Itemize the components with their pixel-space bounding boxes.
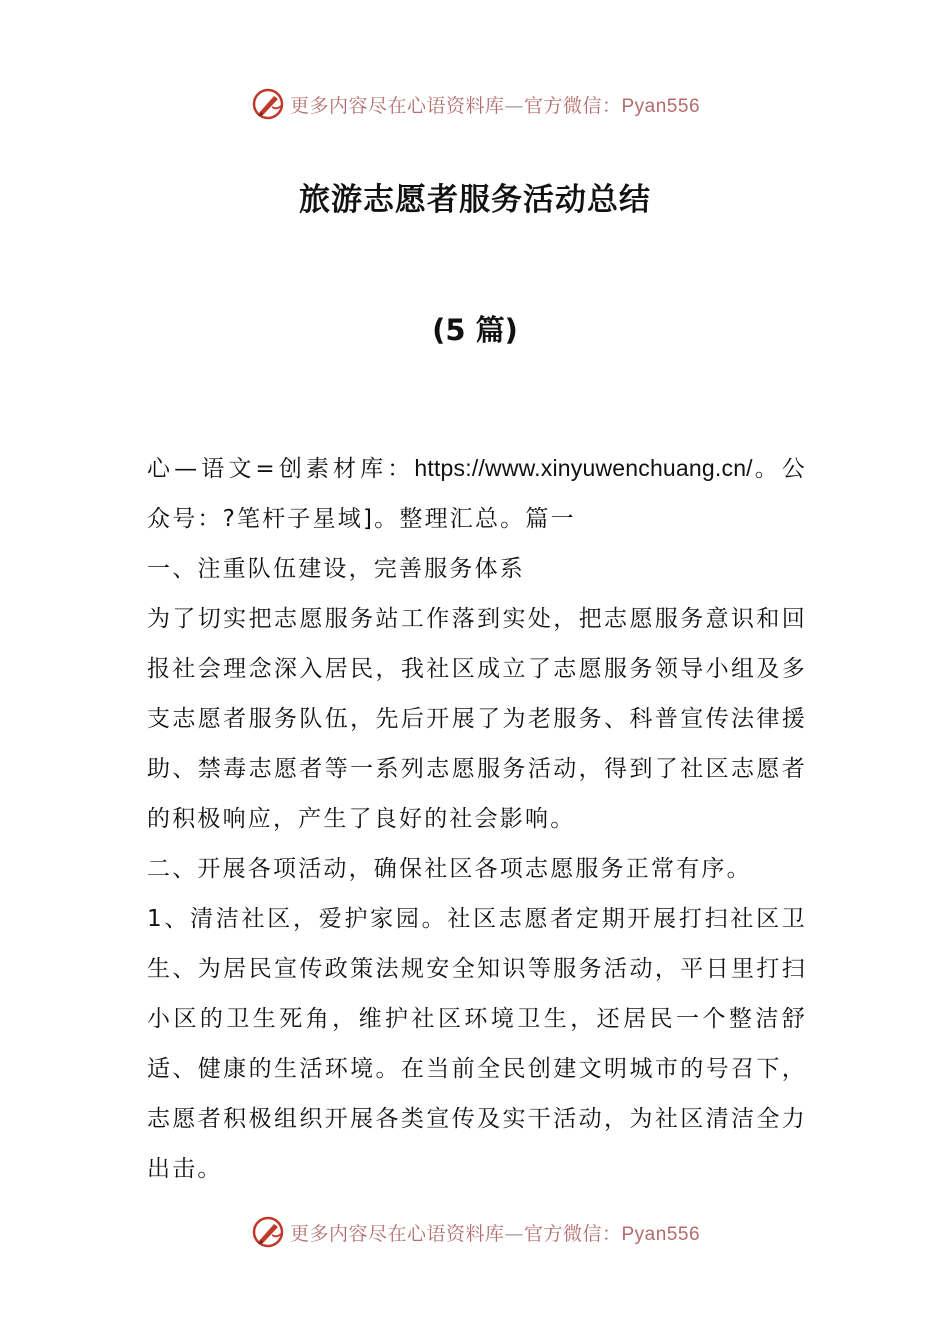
document-body	[147, 443, 807, 1194]
intro-paragraph: 心—语文=创素材库：https://www.xinyuwenchuang.cn/。公众号：?笔杆子星域]。整理汇总。篇一	[147, 455, 807, 532]
section-heading-2: 二、开展各项活动，确保社区各项志愿服务正常有序。	[147, 856, 752, 882]
document-subtitle: (5 篇)	[432, 313, 518, 347]
source-link[interactable]: https://www.xinyuwenchuang.cn/	[414, 455, 753, 481]
pen-logo-icon	[250, 1214, 286, 1250]
watermark-text: 更多内容尽在心语资料库—官方微信：Pyan556	[289, 1222, 701, 1245]
body-paragraph-2: 1、清洁社区，爱护家园。社区志愿者定期开展打扫社区卫生、为居民宣传政策法规安全知识等服务活动，平日里打扫小区的卫生死角，维护社区环境卫生，还居民一个整洁舒适、健康的生活环境。在当前全民创建文明城市的号召下，志愿者积极组织开展各类宣传及实干活动，为社区清洁全力出击。	[147, 906, 807, 1182]
pen-logo-icon	[250, 86, 286, 122]
header-watermark	[0, 84, 950, 124]
section-heading-1: 一、注重队伍建设，完善服务体系	[147, 556, 525, 582]
watermark-text: 更多内容尽在心语资料库—官方微信：Pyan556	[289, 94, 701, 117]
body-paragraph-1: 为了切实把志愿服务站工作落到实处，把志愿服务意识和回报社会理念深入居民，我社区成立了志愿服务领导小组及多支志愿者服务队伍，先后开展了为老服务、科普宣传法律援助、禁毒志愿者等一系列志愿服务活动，得到了社区志愿者的积极响应，产生了良好的社会影响。	[147, 606, 807, 832]
footer-watermark	[0, 1212, 950, 1252]
document-title: 旅游志愿者服务活动总结	[299, 182, 651, 218]
